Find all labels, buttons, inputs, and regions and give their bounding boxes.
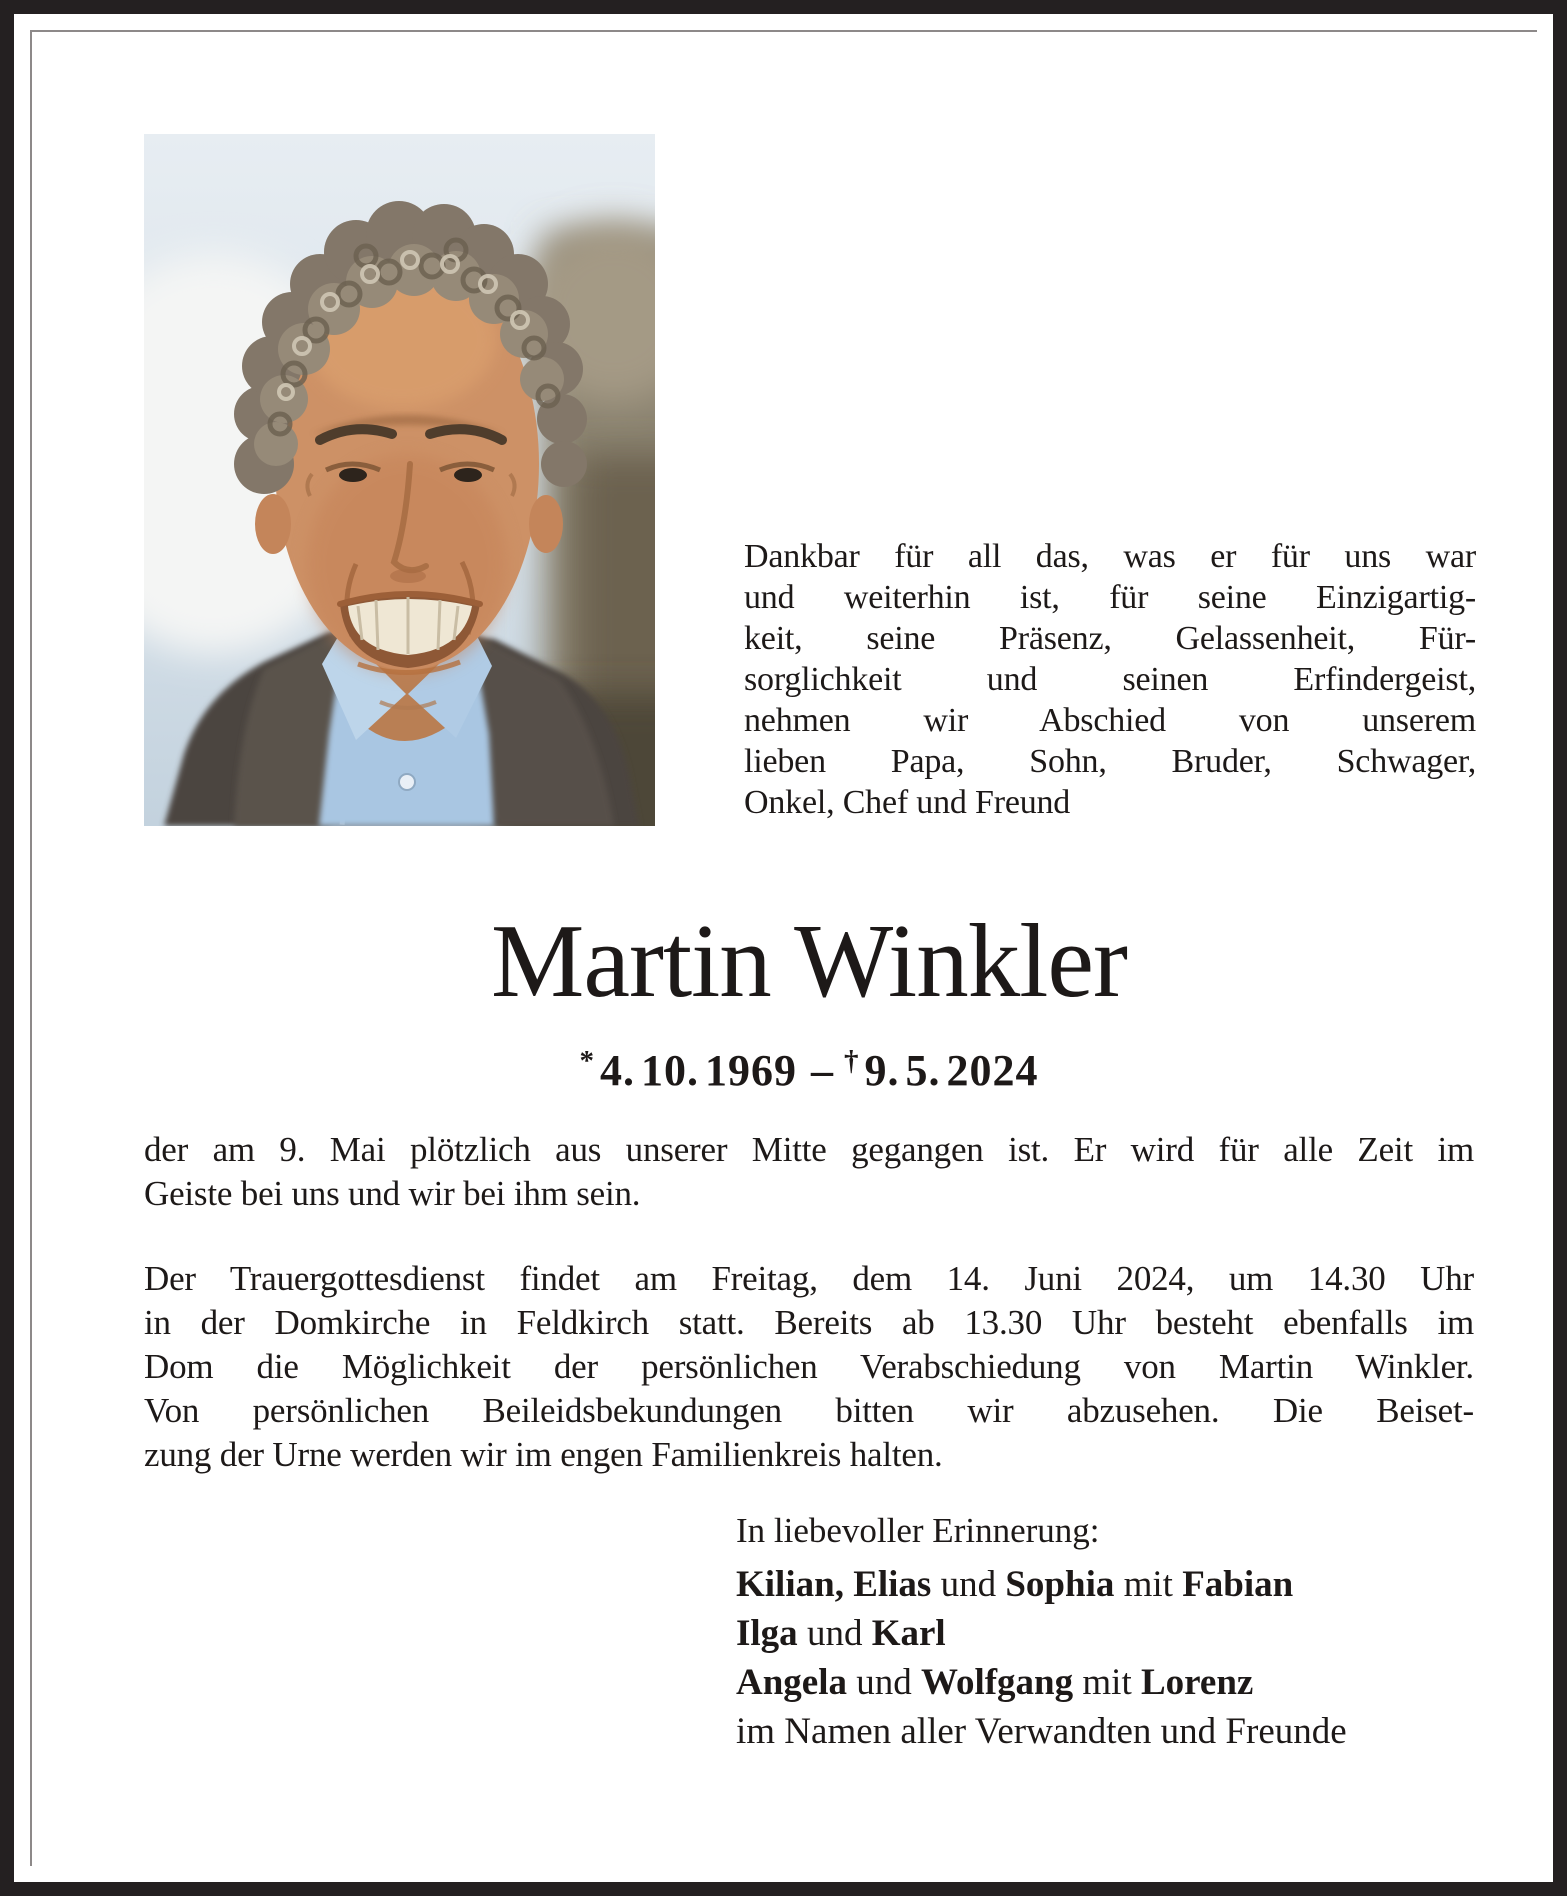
family-member-name: Wolfgang bbox=[921, 1662, 1074, 1703]
text-line: lieben Papa, Sohn, Bruder, Schwager, bbox=[744, 743, 1476, 780]
family-member-name: Lorenz bbox=[1140, 1662, 1254, 1703]
text-line bbox=[736, 1609, 1484, 1658]
paragraph-service-info bbox=[144, 1257, 1474, 1477]
birth-star-icon: * bbox=[579, 1045, 594, 1078]
dates-separator: – bbox=[811, 1046, 834, 1095]
remembrance-names bbox=[736, 1560, 1484, 1756]
birth-date: 4. 10. 1969 bbox=[600, 1046, 797, 1095]
life-dates bbox=[144, 1042, 1474, 1105]
text-line: Von persönlichen Beileidsbekundungen bitten wir abzusehen. Die Beiset- bbox=[144, 1391, 1474, 1430]
obituary-inner-rule bbox=[30, 30, 1537, 1866]
text-line: Onkel, Chef und Freund bbox=[744, 784, 1071, 821]
text-line: nehmen wir Abschied von unserem bbox=[744, 702, 1476, 739]
text-line bbox=[736, 1658, 1484, 1707]
intro-text bbox=[744, 536, 1476, 823]
death-cross-icon: † bbox=[844, 1045, 859, 1078]
family-member-name: Sophia bbox=[1005, 1564, 1115, 1605]
remembrance-heading: In liebevoller Erinnerung: bbox=[736, 1511, 1100, 1550]
text-line bbox=[736, 1560, 1484, 1609]
text-line: sorglichkeit und seinen Erfindergeist, bbox=[744, 661, 1476, 698]
text-segment: mit bbox=[1073, 1662, 1141, 1703]
family-member-name: Ilga bbox=[736, 1613, 798, 1654]
text-line: zung der Urne werden wir im engen Familienkreis halten. bbox=[144, 1435, 943, 1474]
text-line: in der Domkirche in Feldkirch statt. Bereits ab 13.30 Uhr besteht ebenfalls im bbox=[144, 1303, 1474, 1342]
text-line: und weiterhin ist, für seine Einzigartig- bbox=[744, 579, 1476, 616]
text-line: der am 9. Mai plötzlich aus unserer Mitte gegangen ist. Er wird für alle Zeit im bbox=[144, 1130, 1474, 1169]
text-line: Geiste bei uns und wir bei ihm sein. bbox=[144, 1174, 641, 1213]
text-segment: im Namen aller Verwandten und Freunde bbox=[736, 1711, 1347, 1752]
text-line bbox=[736, 1707, 1484, 1756]
text-line: Dankbar für all das, was er für uns war bbox=[744, 538, 1476, 575]
text-line: Der Trauergottesdienst findet am Freitag, dem 14. Juni 2024, um 14.30 Uhr bbox=[144, 1259, 1474, 1298]
text-line: Dom die Möglichkeit der persönlichen Verabschiedung von Martin Winkler. bbox=[144, 1347, 1474, 1386]
text-segment: und bbox=[931, 1564, 1006, 1605]
text-segment: mit bbox=[1114, 1564, 1183, 1605]
text-segment: und bbox=[797, 1613, 872, 1654]
text-line: keit, seine Präsenz, Gelassenheit, Für- bbox=[744, 620, 1476, 657]
text-segment: und bbox=[847, 1662, 921, 1703]
portrait-photo-illustration bbox=[144, 134, 655, 826]
family-member-name: Fabian bbox=[1182, 1564, 1294, 1605]
portrait-photo bbox=[144, 134, 655, 826]
death-date: 9. 5. 2024 bbox=[864, 1046, 1039, 1095]
family-member-name: Angela bbox=[736, 1662, 847, 1703]
deceased-name: Martin Winkler bbox=[491, 902, 1127, 1019]
paragraph-farewell bbox=[144, 1128, 1474, 1216]
family-member-name: Kilian, Elias bbox=[736, 1564, 932, 1605]
family-member-name: Karl bbox=[871, 1613, 946, 1654]
